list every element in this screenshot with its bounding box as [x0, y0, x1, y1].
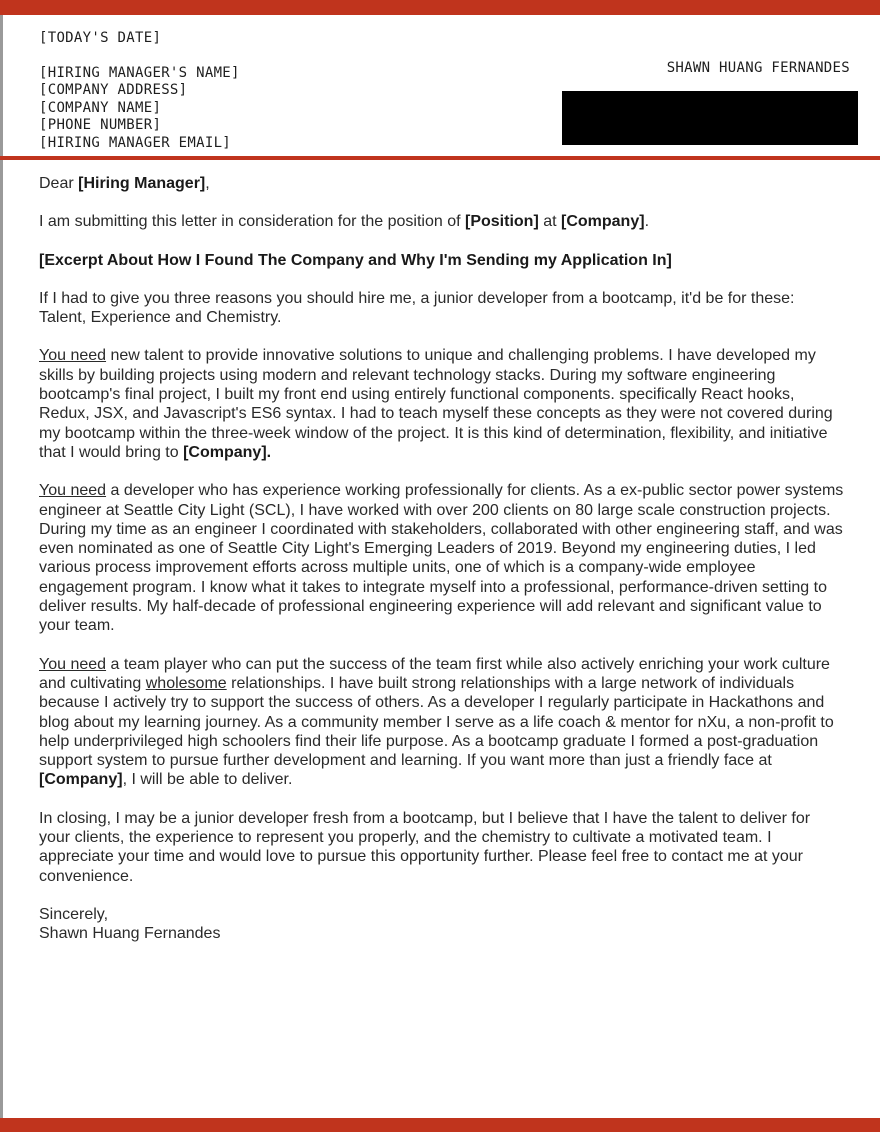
chemistry-text-a: a team player who can put the success of the team first while also actively enriching your work culture and cultivating [39, 655, 830, 692]
experience-paragraph [39, 481, 844, 635]
date-placeholder: [TODAY'S DATE] [39, 30, 162, 46]
salutation [39, 174, 844, 193]
talent-body: new talent to provide innovative solutions to unique and challenging problems. I have developed my skills by building projects using modern and relevant technology stacks. During my software engineering bootcamp's final project, I built my front end using entirely functional components. specifically React hooks, Redux, JSX, and Javascript's ES6 syntax. I had to teach myself these concepts as they were not covered during my bootcamp within the three-week window of the project. It is this kind of determination, flexibility, and initiative that I would bring to [39, 347, 833, 461]
signature-name: Shawn Huang Fernandes [39, 925, 221, 943]
header-divider [0, 156, 880, 160]
recipient-block [39, 30, 439, 152]
letter-body [39, 174, 844, 944]
chemistry-paragraph [39, 655, 844, 790]
chemistry-text-c: , I will be able to deliver. [122, 771, 293, 789]
top-accent-bar [0, 0, 880, 15]
chemistry-lead: You need [39, 655, 107, 673]
salutation-name: [Hiring Manager] [78, 175, 206, 192]
talent-paragraph [39, 346, 844, 462]
excerpt-paragraph [39, 251, 844, 270]
talent-company: [Company]. [183, 443, 272, 461]
intro-company: [Company] [561, 213, 645, 231]
intro-paragraph [39, 212, 844, 231]
recipient-line-company: [COMPANY NAME] [39, 99, 162, 116]
closing-paragraph: In closing, I may be a junior developer fresh from a bootcamp, but I believe that I have the talent to deliver for your clients, the experience to represent you properly, and the chemistry to cultivate a motivated team. I appreciate your time and would love to pursue this opportunity further. Please feel free to contact me at your convenience. [39, 809, 811, 885]
page-edge [0, 0, 3, 1132]
chemistry-company: [Company] [39, 771, 123, 789]
salutation-suffix: , [205, 175, 210, 192]
reasons-paragraph: If I had to give you three reasons you should hire me, a junior developer from a bootcamp, it'd be for these: Talent, Experience and Chemistry. [39, 289, 795, 327]
redacted-contact-info [562, 91, 858, 145]
experience-body: a developer who has experience working professionally for clients. As a ex-public sector power systems engineer at Seattle City Light (SCL), I have worked with over 200 clients on 80 large scale construction projects. During my time as an engineer I coordinated with stakeholders, collaborated with other engineering staff, and was even nominated as one of Seattle City Light's Emerging Leaders of 2019. Beyond my engineering duties, I led various process improvement efforts across multiple units, one of which is a company-wide employee engagement program. I know what it takes to integrate myself into a professional, performance-driven setting to deliver results. My half-decade of professional engineering experience will add relevant and significant value to your team. [39, 482, 844, 635]
talent-lead: You need [39, 347, 107, 365]
recipient-line-address: [COMPANY ADDRESS] [39, 82, 188, 98]
intro-text-b: at [538, 213, 561, 231]
chemistry-wholesome: wholesome [145, 674, 227, 692]
intro-text-a: I am submitting this letter in consideration for the position of [39, 213, 465, 231]
recipient-line-email: [HIRING MANAGER EMAIL] [39, 134, 232, 151]
excerpt-placeholder: [Excerpt About How I Found The Company and Why I'm Sending my Application In] [39, 251, 672, 269]
recipient-line-phone: [PHONE NUMBER] [39, 117, 162, 133]
intro-text-c: . [644, 213, 650, 231]
bottom-accent-bar [0, 1118, 880, 1132]
recipient-line-name: [HIRING MANAGER'S NAME] [39, 64, 240, 81]
signoff: Sincerely, [39, 905, 109, 923]
salutation-prefix: Dear [39, 175, 79, 192]
sender-name: SHAWN HUANG FERNANDES [666, 60, 850, 76]
chemistry-text-b: relationships. I have built strong relationships with a large network of individuals because I actively try to support the success of others. As a developer I regularly participate in Hackathons and blog about my learning journey. As a community member I serve as a life coach & mentor for nXu, a non-profit to help underprivileged high schoolers find their life purpose. As a bootcamp graduate I formed a post-graduation support system to pursue further development and learning. If you want more than just a friendly face at [39, 674, 834, 770]
intro-position: [Position] [465, 213, 539, 231]
signoff-block [39, 905, 844, 944]
experience-lead: You need [39, 482, 107, 500]
